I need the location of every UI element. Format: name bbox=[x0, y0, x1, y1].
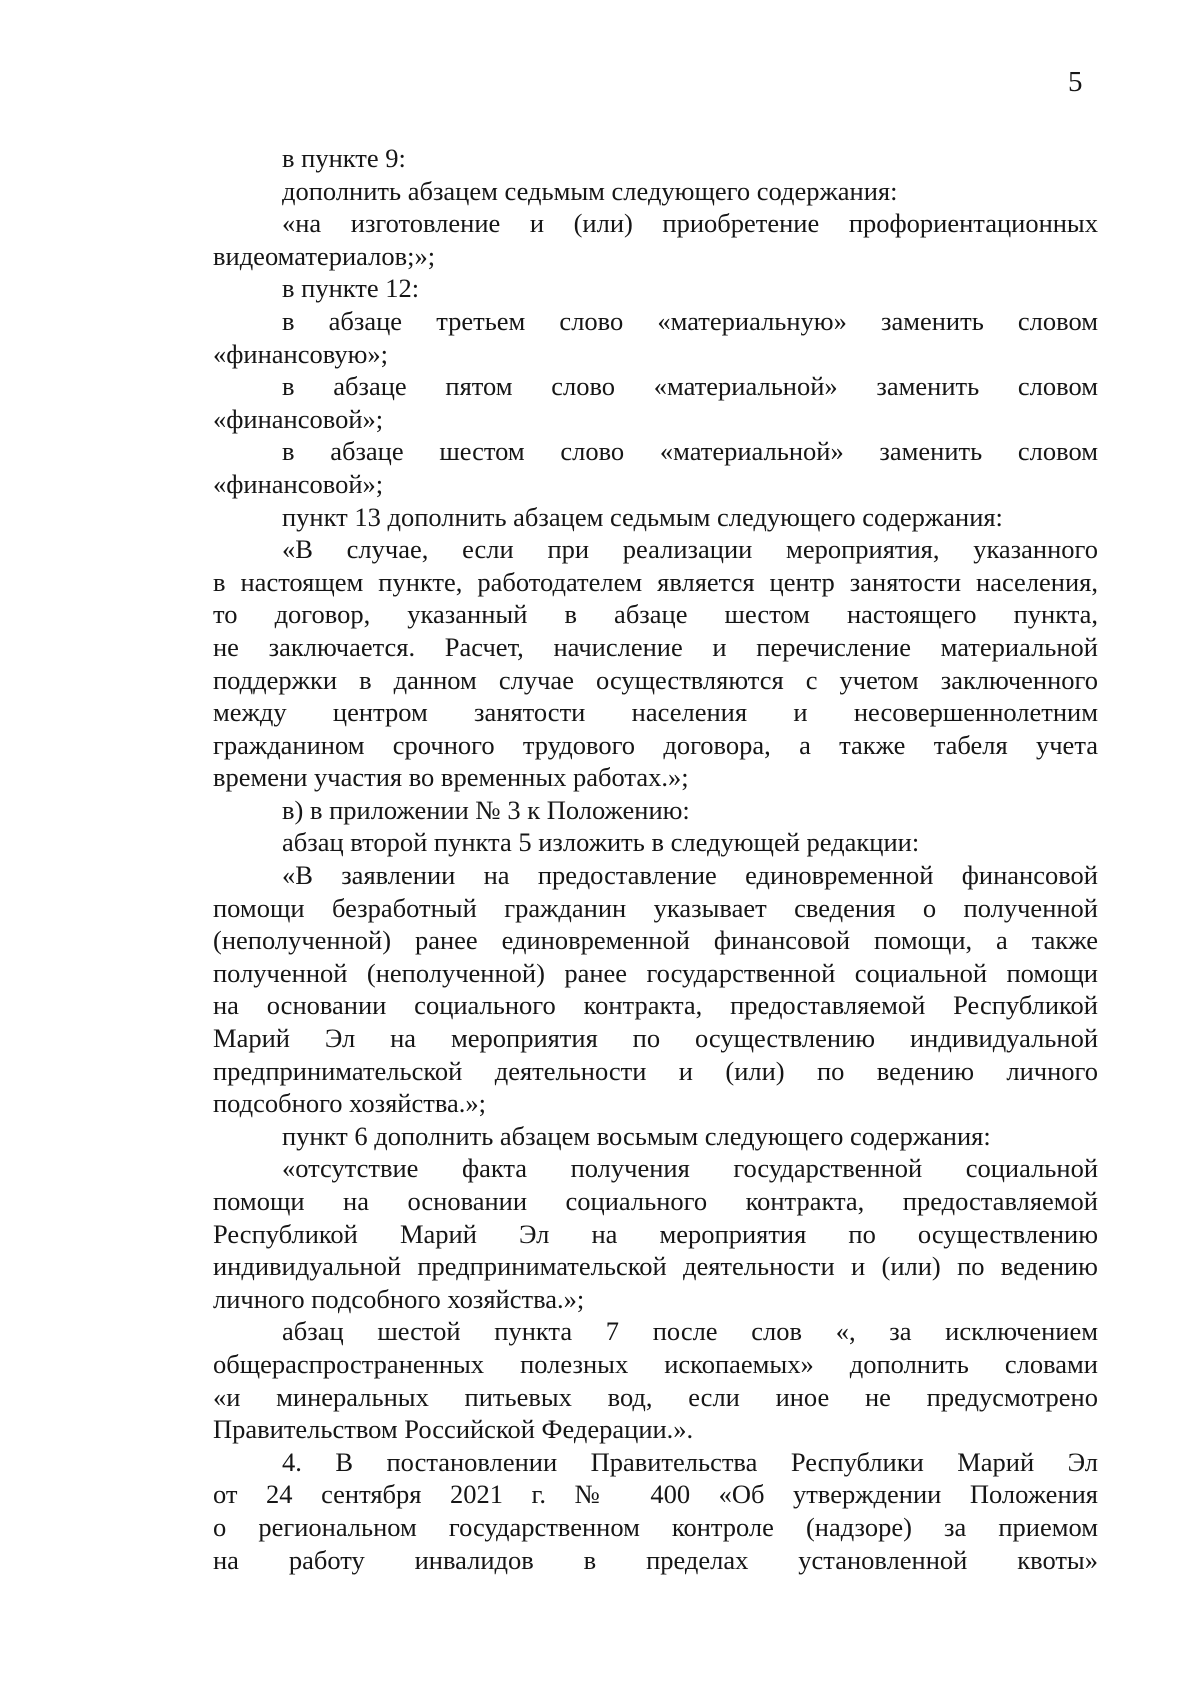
text-line: (неполученной) ранее единовременной финансовой помощи, а также bbox=[213, 925, 1098, 956]
text-line: «финансовой»; bbox=[213, 468, 384, 499]
text-line: «и минеральных питьевых вод, если иное не предусмотрено bbox=[213, 1381, 1098, 1412]
document-body bbox=[213, 142, 1098, 1576]
text-line: в абзаце пятом слово «материальной» заменить словом bbox=[282, 371, 1098, 402]
text-line: дополнить абзацем седьмым следующего содержания: bbox=[282, 175, 898, 206]
text-line: помощи безработный гражданин указывает сведения о полученной bbox=[213, 892, 1098, 923]
text-line: «финансовой»; bbox=[213, 403, 384, 434]
text-line: предпринимательской деятельности и (или) по ведению личного bbox=[213, 1055, 1098, 1086]
text-line: абзац второй пункта 5 изложить в следующей редакции: bbox=[282, 827, 920, 858]
text-line: о региональном государственном контроле (надзоре) за приемом bbox=[213, 1511, 1098, 1542]
text-line: «В заявлении на предоставление единовременной финансовой bbox=[282, 860, 1098, 891]
text-line: пункт 6 дополнить абзацем восьмым следующего содержания: bbox=[282, 1120, 991, 1151]
text-line: 4. В постановлении Правительства Республики Марий Эл bbox=[282, 1446, 1098, 1477]
text-line: в абзаце шестом слово «материальной» заменить словом bbox=[282, 436, 1098, 467]
text-line: на работу инвалидов в пределах установленной квоты» bbox=[213, 1544, 1098, 1575]
text-line: времени участия во временных работах.»; bbox=[213, 762, 689, 793]
text-line: «В случае, если при реализации мероприятия, указанного bbox=[282, 534, 1098, 565]
text-line: «финансовую»; bbox=[213, 338, 389, 369]
text-line: от 24 сентября 2021 г. № 400 «Об утверждении Положения bbox=[213, 1479, 1098, 1510]
text-line: личного подсобного хозяйства.»; bbox=[213, 1283, 585, 1314]
text-line: в пункте 12: bbox=[282, 273, 420, 304]
text-line: то договор, указанный в абзаце шестом настоящего пункта, bbox=[213, 599, 1098, 630]
text-line: абзац шестой пункта 7 после слов «, за исключением bbox=[282, 1316, 1098, 1347]
text-line: в настоящем пункте, работодателем является центр занятости населения, bbox=[213, 566, 1098, 597]
text-line: общераспространенных полезных ископаемых» дополнить словами bbox=[213, 1348, 1098, 1379]
text-line: в) в приложении № 3 к Положению: bbox=[282, 794, 690, 825]
text-line: видеоматериалов;»; bbox=[213, 240, 436, 271]
text-line: индивидуальной предпринимательской деятельности и (или) по ведению bbox=[213, 1251, 1098, 1282]
text-line: Республикой Марий Эл на мероприятия по осуществлению bbox=[213, 1218, 1098, 1249]
text-line: помощи на основании социального контракта, предоставляемой bbox=[213, 1186, 1098, 1216]
text-line: подсобного хозяйства.»; bbox=[213, 1088, 486, 1119]
page-number: 5 bbox=[1068, 66, 1083, 98]
text-line: в пункте 9: bbox=[282, 143, 406, 173]
text-line: «на изготовление и (или) приобретение профориентационных bbox=[282, 208, 1098, 239]
text-line: гражданином срочного трудового договора, а также табеля учета bbox=[213, 729, 1098, 760]
text-line: между центром занятости населения и несовершеннолетним bbox=[213, 697, 1098, 728]
text-line: «отсутствие факта получения государственной социальной bbox=[282, 1153, 1098, 1184]
text-line: в абзаце третьем слово «материальную» заменить словом bbox=[282, 305, 1098, 336]
text-line: пункт 13 дополнить абзацем седьмым следующего содержания: bbox=[282, 501, 1003, 532]
text-line: Правительством Российской Федерации.». bbox=[213, 1414, 694, 1445]
text-line: на основании социального контракта, предоставляемой Республикой bbox=[213, 990, 1098, 1021]
text-line: не заключается. Расчет, начисление и перечисление материальной bbox=[213, 631, 1098, 662]
text-line: поддержки в данном случае осуществляются с учетом заключенного bbox=[213, 664, 1098, 695]
text-line: полученной (неполученной) ранее государственной социальной помощи bbox=[213, 957, 1098, 988]
text-line: Марий Эл на мероприятия по осуществлению индивидуальной bbox=[213, 1023, 1098, 1054]
